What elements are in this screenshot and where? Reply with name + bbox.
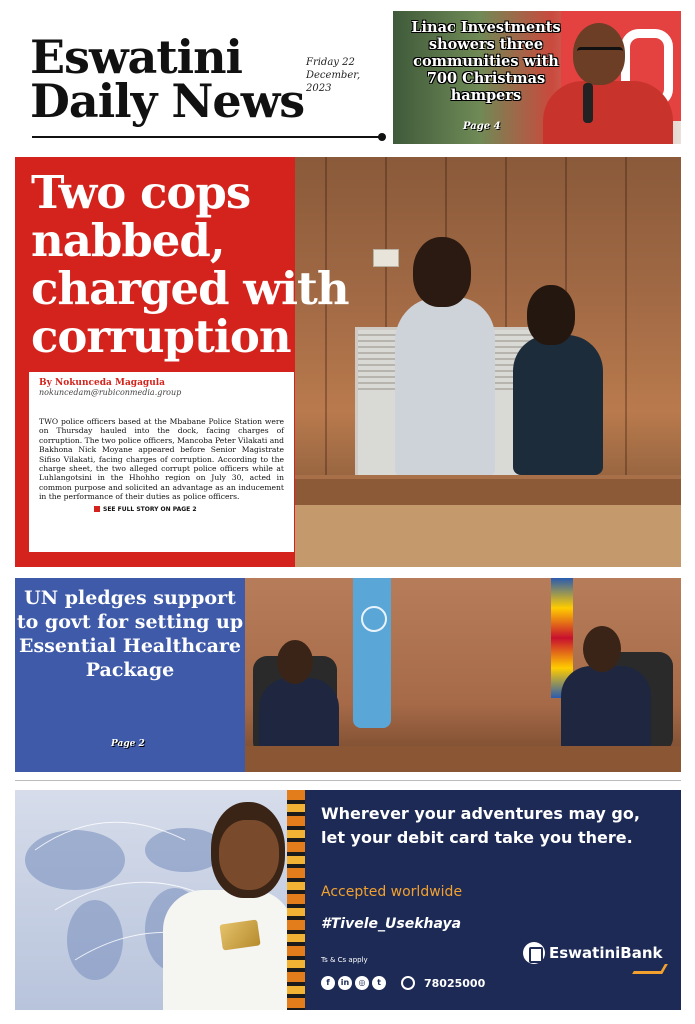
- date-line-2: December, 2023: [306, 70, 361, 94]
- see-full-story-link[interactable]: SEE FULL STORY ON PAGE 2: [39, 506, 284, 513]
- teaser-linac-story[interactable]: [393, 11, 681, 144]
- byline: By Nokuncedа Magagula: [39, 378, 165, 388]
- lead-body-text: TWO police officers based at the Mbabane Police Station were on Thursday hauled into the dock, facing charges of corruption. The two police officers, Mancoba Peter Vilakati and Bakhona Nick Moyane appeared before Senior Magistrate Sifiso Vilakati, facing charges of corruption. According to the charge sheet, the two alleged corrupt police officers while at Luhlangotsini in the Hhohho region on July 30, acted in common purpose and solicited an advantage as an inducement in the performance of their duties as police officers.: [39, 417, 284, 502]
- lead-story[interactable]: [15, 157, 681, 567]
- date-line-1: Friday 22: [306, 57, 355, 68]
- debit-card-icon: [219, 919, 260, 950]
- un-healthcare-story[interactable]: [15, 578, 681, 772]
- ad-phone-number[interactable]: 78025000: [424, 976, 486, 990]
- dock-bench: [295, 475, 681, 505]
- official-2-figure: [561, 666, 651, 750]
- teaser-page-ref: Page 4: [463, 121, 501, 132]
- ad-model-figure: [163, 890, 293, 1010]
- microphone-icon: [583, 83, 593, 123]
- ad-accepted-worldwide: Accepted worldwide: [321, 884, 463, 900]
- officer-1-figure: [395, 297, 495, 477]
- ad-world-map-panel: [15, 790, 287, 1010]
- lead-headline: Two cops nabbed, charged with corruption: [31, 166, 349, 363]
- bank-logo-block[interactable]: [523, 942, 663, 964]
- twitter-icon[interactable]: t: [372, 976, 386, 990]
- story2-headline: UN pledges support to govt for setting up Essential Healthcare Package: [16, 587, 244, 681]
- official-1-figure: [259, 678, 339, 750]
- whatsapp-icon[interactable]: [401, 976, 415, 990]
- linkedin-icon[interactable]: in: [338, 976, 352, 990]
- ad-social-row: [321, 976, 485, 990]
- ad-hashtag[interactable]: #Tivele_Usekhaya: [321, 916, 462, 932]
- ad-headline: Wherever your adventures may go, let your debit card take you there.: [321, 804, 640, 847]
- teaser-headline: Linac Investments showers three communities with 700 Christmas hampers: [411, 19, 561, 104]
- bank-name: EswatiniBank: [549, 944, 663, 962]
- masthead-rule: [32, 136, 382, 138]
- story2-photo-meeting: [245, 578, 681, 772]
- wall-switch: [373, 249, 399, 267]
- facebook-icon[interactable]: f: [321, 976, 335, 990]
- story2-page-ref: Page 2: [111, 739, 145, 749]
- lead-text-box: [29, 372, 294, 552]
- officer-2-figure: [513, 335, 603, 475]
- author-email[interactable]: nokuncedam@rubiconmedia.group: [39, 388, 182, 397]
- instagram-icon[interactable]: ◎: [355, 976, 369, 990]
- issue-date: [306, 56, 385, 95]
- ad-terms: Ts & Cs apply: [321, 956, 368, 964]
- square-bullet-icon: [94, 506, 100, 512]
- meeting-table: [245, 746, 681, 772]
- bank-logo-icon: [523, 942, 545, 964]
- ad-pattern-stripe: [287, 790, 305, 1010]
- eswatini-bank-advert[interactable]: [15, 790, 681, 1010]
- title-line-2: Daily News: [30, 73, 305, 128]
- section-divider: [15, 780, 681, 781]
- title-line-1: Eswatini: [30, 30, 243, 84]
- bank-swoosh-icon: [632, 964, 668, 974]
- un-flag-icon: [353, 578, 391, 728]
- masthead: [30, 30, 385, 146]
